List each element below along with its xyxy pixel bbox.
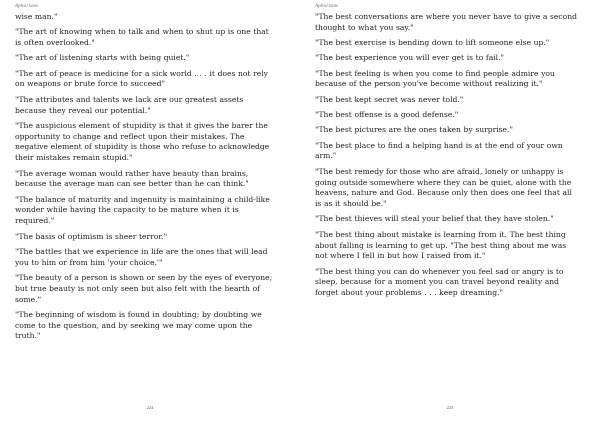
- quote: "The best pictures are the ones taken by surprise.": [315, 125, 513, 135]
- quote: "The battles that we experience in life are the ones that will lead you to him or from him 'your choice.'": [15, 246, 268, 267]
- quote: "The balance of maturity and ingenuity is maintaining a child-like wonder while having the capacity to be mature when it is required.": [15, 194, 270, 226]
- quote: "The beginning of wisdom is found in doubting; by doubting we come to the question, and by seeking we may come upon the truth.": [15, 309, 262, 341]
- running-head-left: Aphorisms: [15, 4, 39, 9]
- quote: "The best feeling is when you come to find people admire you because of the person you've become without realizing it.": [315, 68, 555, 89]
- quote: "The attributes and talents we lack are our greatest assets because they reveal our potential.": [15, 94, 244, 115]
- quote: "The best kept secret was never told.": [315, 94, 464, 104]
- quote: wise man.": [15, 12, 58, 21]
- quote: "The best offense is a good defense.": [315, 110, 459, 120]
- quote: "The best thing about mistake is learning from it. The best thing about falling is learning to get up. "The best thing about me was not where I fell in but how I raised from it.": [315, 229, 567, 261]
- page-number-right: 225: [446, 405, 454, 410]
- quote: "The art of knowing when to talk and when to shut up is one that is often overlooked.": [15, 27, 269, 48]
- quote: "The best thieves will steal your belief that they have stolen.": [315, 214, 554, 224]
- running-head-right: Aphorisms: [315, 4, 339, 9]
- page-number-left: 224: [146, 405, 154, 410]
- quote: "The basis of optimism is sheer terror.": [15, 231, 168, 241]
- quote: "The best thing you can do whenever you feel sad or angry is to sleep, because for a moment you can travel beyond reality and forget about your problems . . . keep dreaming.": [315, 266, 564, 298]
- quote: "The best exercise is bending down to lift someone else up.": [315, 38, 550, 48]
- quote: "The auspicious element of stupidity is that it gives the barer the opportunity to change and reflect upon their mistakes. The negative element of stupidity is those who refuse to acknowledge their mistakes remain stupid.": [15, 120, 270, 163]
- quote: "The art of peace is medicine for a sick world . . . it does not rely on weapons or brute force to succeed": [15, 68, 268, 89]
- quote: "The best experience you will ever get is to fail.": [315, 53, 504, 63]
- quote: "The best place to find a helping hand is at the end of your own arm.": [315, 140, 563, 161]
- quote: "The average woman would rather have beauty than brains, because the average man can see better than he can think.": [15, 168, 249, 189]
- quote: "The beauty of a person is shown or seen by the eyes of everyone; but true beauty is not only seen but also felt with the hearth of some.": [15, 272, 273, 304]
- quote: "The best conversations are where you never have to give a second thought to what you say.": [315, 12, 577, 32]
- right-page: [300, 0, 600, 424]
- quote-column-left: [15, 12, 277, 347]
- quote-column-right: [315, 12, 577, 304]
- quote: "The art of listening starts with being quiet.": [15, 53, 190, 63]
- quote: "The best remedy for those who are afraid, lonely or unhappy is going outside somewhere where they can be quiet, alone with the heavens, nature and God. Because only then does one feel that all is as it should be.": [315, 166, 572, 209]
